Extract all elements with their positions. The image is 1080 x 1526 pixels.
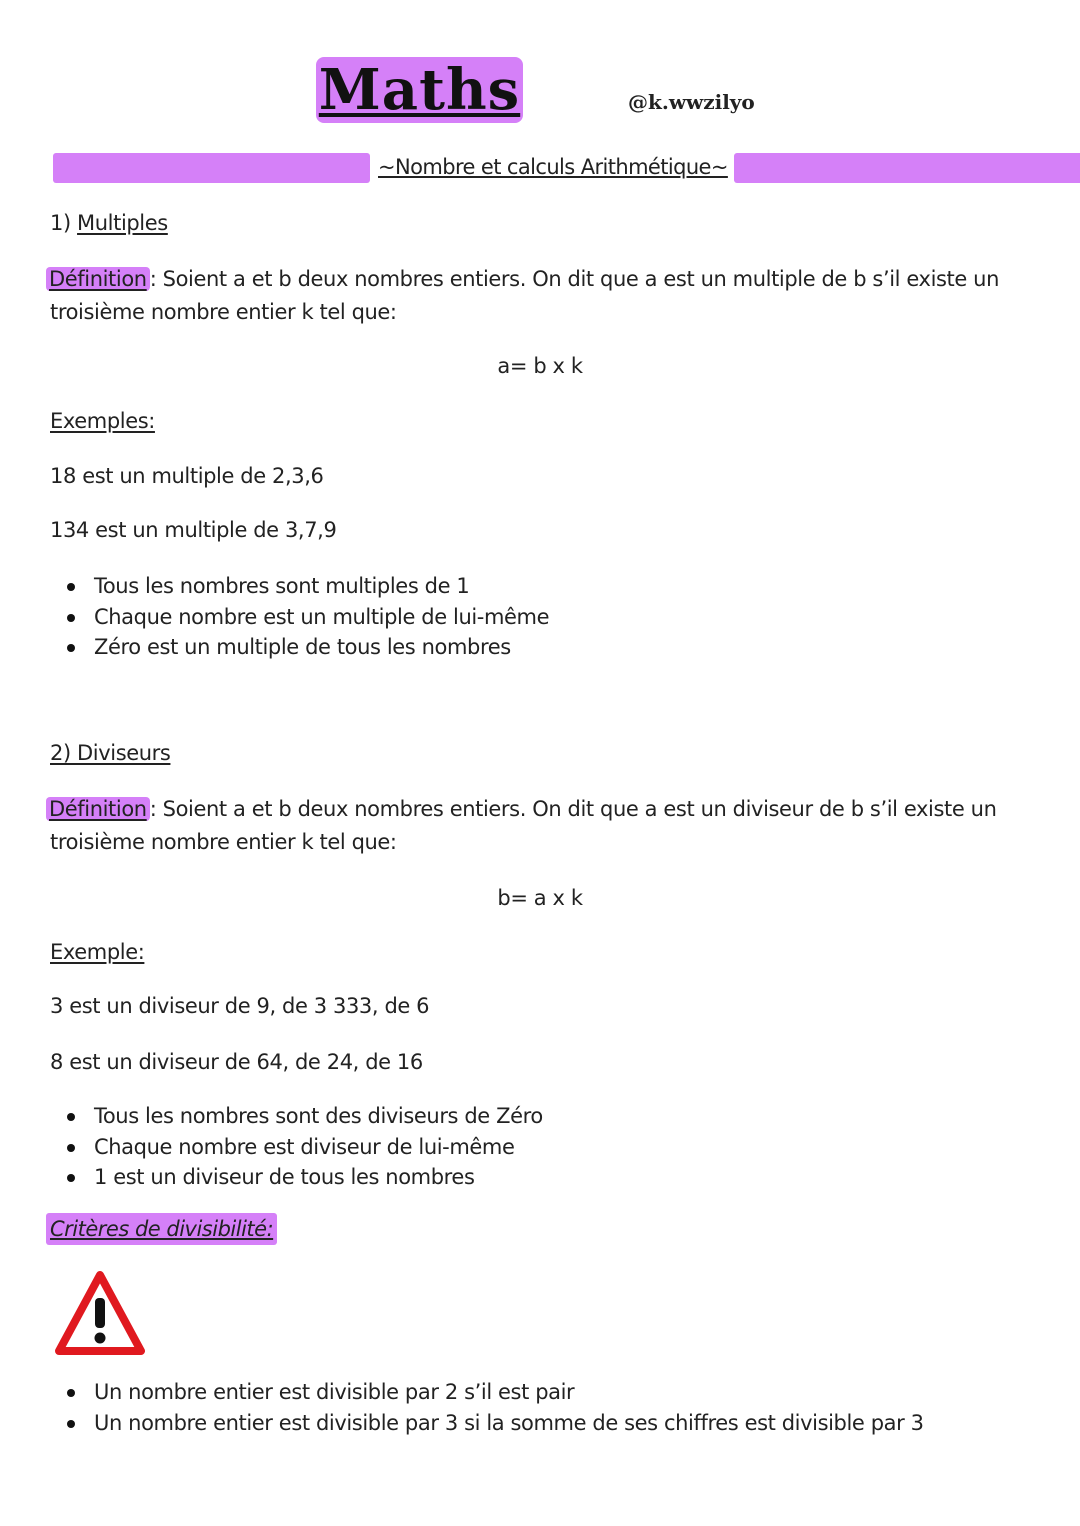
list-item: 1 est un diviseur de tous les nombres <box>50 1162 543 1193</box>
bullet-list-multiples <box>50 571 549 663</box>
example-label: Exemple: <box>50 940 145 964</box>
warning-icon <box>53 1268 147 1358</box>
list-item: Tous les nombres sont multiples de 1 <box>50 571 549 602</box>
section-title: Multiples <box>77 211 168 235</box>
example-line: 3 est un diviseur de 9, de 3 333, de 6 <box>50 994 430 1018</box>
list-item: Un nombre entier est divisible par 2 s’il est pair <box>50 1377 924 1408</box>
example-line: 8 est un diviseur de 64, de 24, de 16 <box>50 1050 423 1074</box>
list-item: Un nombre entier est divisible par 3 si la somme de ses chiffres est divisible par 3 <box>50 1408 924 1439</box>
formula-diviseurs: b= a x k <box>497 886 583 910</box>
criteria-heading: Critères de divisibilité: <box>46 1213 277 1245</box>
page-title: Maths <box>318 57 521 123</box>
definition-label: Définition <box>46 267 150 291</box>
title-badge <box>316 57 523 123</box>
bullet-list-diviseurs <box>50 1101 543 1193</box>
author-handle: @k.wwzilyo <box>628 90 755 114</box>
list-item: Chaque nombre est un multiple de lui-même <box>50 602 549 633</box>
formula-multiples: a= b x k <box>497 354 583 378</box>
subtitle: ~Nombre et calculs Arithmétique~ <box>378 155 728 179</box>
definition-text: : Soient a et b deux nombres entiers. On dit que a est un multiple de b s’il existe un troisième nombre entier k tel que: <box>50 267 999 324</box>
examples-label: Exemples: <box>50 409 155 433</box>
bullet-list-criteria <box>50 1377 924 1438</box>
example-line: 18 est un multiple de 2,3,6 <box>50 464 324 488</box>
definition-label: Définition <box>46 797 150 821</box>
section-heading-multiples <box>50 207 168 240</box>
list-item: Tous les nombres sont des diviseurs de Zéro <box>50 1101 543 1132</box>
section-number: 1) <box>50 211 71 235</box>
section-heading-diviseurs: 2) Diviseurs <box>50 741 171 765</box>
list-item: Zéro est un multiple de tous les nombres <box>50 632 549 663</box>
definition-text: : Soient a et b deux nombres entiers. On dit que a est un diviseur de b s’il existe un troisième nombre entier k tel que: <box>50 797 997 854</box>
definition-multiples <box>50 263 1040 329</box>
definition-diviseurs <box>50 793 1040 859</box>
subtitle-bar-left <box>53 153 370 183</box>
example-line: 134 est un multiple de 3,7,9 <box>50 518 337 542</box>
list-item: Chaque nombre est diviseur de lui-même <box>50 1132 543 1163</box>
subtitle-bar-right <box>734 153 1080 183</box>
